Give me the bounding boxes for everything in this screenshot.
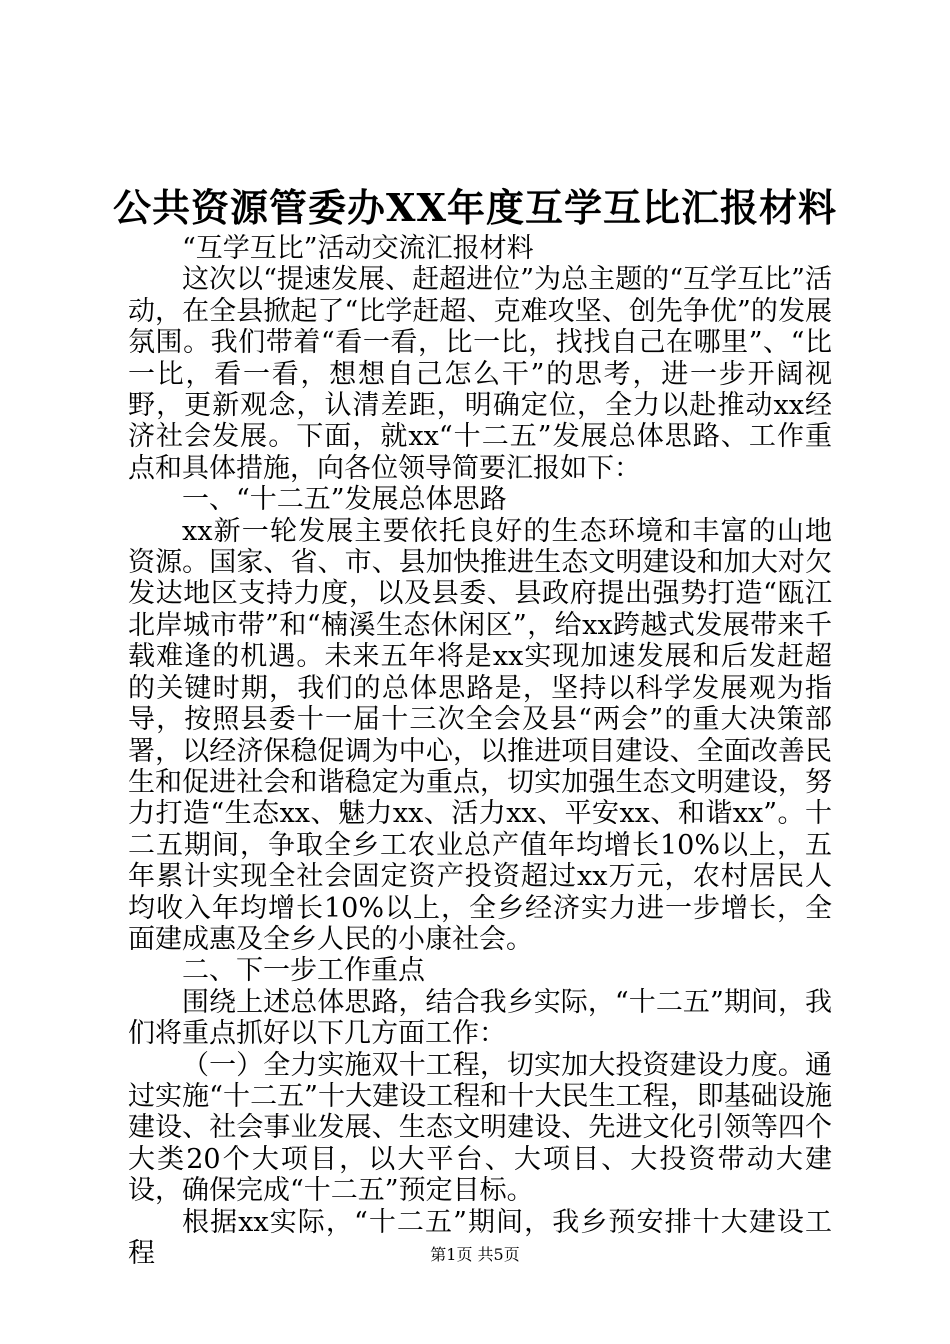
paragraph-item-1: （一）全力实施双十工程，切实加大投资建设力度。通过实施“十二五”十大建设工程和十大民生工程，即基础设施建设、社会事业发展、生态文明建设、先进文化引领等四个大类20个大项目，以大平台、大项目、大投资带动大建设，确保完成“十二五”预定目标。 bbox=[128, 1049, 832, 1207]
page-number: 第1页 共5页 bbox=[430, 1245, 520, 1264]
paragraph-intro: 这次以“提速发展、赶超进位”为总主题的“互学互比”活动，在全县掀起了“比学赶超、克难攻坚、创先争优”的发展氛围。我们带着“看一看，比一比，找找自己在哪里”、“比一比，看一看，想想自己怎么干”的思考，进一步开阔视野，更新观念，认清差距，明确定位，全力以赴推动xx经济社会发展。下面，就xx“十二五”发展总体思路、工作重点和具体措施，向各位领导简要汇报如下： bbox=[128, 264, 832, 484]
document-title: 公共资源管委办XX年度互学互比汇报材料 bbox=[113, 185, 837, 230]
section-heading-2: 二、下一步工作重点 bbox=[182, 955, 425, 987]
document-body bbox=[128, 233, 832, 1269]
paragraph-work-focus: 围绕上述总体思路，结合我乡实际，“十二五”期间，我们将重点抓好以下几方面工作： bbox=[128, 986, 832, 1050]
paragraph-construction: 根据xx实际，“十二五”期间，我乡预安排十大建设工程 bbox=[128, 1206, 832, 1269]
section-heading-1: 一、“十二五”发展总体思路 bbox=[182, 484, 507, 516]
paragraph-overall-approach: xx新一轮发展主要依托良好的生态环境和丰富的山地资源。国家、省、市、县加快推进生态文明建设和加大对欠发达地区支持力度，以及县委、县政府提出强势打造“瓯江北岸城市带”和“楠溪生态休闲区”，给xx跨越式发展带来千载难逢的机遇。未来五年将是xx实现加速发展和后发赶超的关键时期，我们的总体思路是，坚持以科学发展观为指导，按照县委十一届十三次全会及县“两会”的重大决策部署，以经济保稳促调为中心，以推进项目建设、全面改善民生和促进社会和谐稳定为重点，切实加强生态文明建设，努力打造“生态xx、魅力xx、活力xx、平安xx、和谐xx”。十二五期间，争取全乡工农业总产值年均增长10%以上，五年累计实现全社会固定资产投资超过xx万元，农村居民人均收入年均增长10%以上，全乡经济实力进一步增长，全面建成惠及全乡人民的小康社会。 bbox=[128, 515, 832, 955]
paragraph-subtitle: “互学互比”活动交流汇报材料 bbox=[182, 233, 534, 264]
